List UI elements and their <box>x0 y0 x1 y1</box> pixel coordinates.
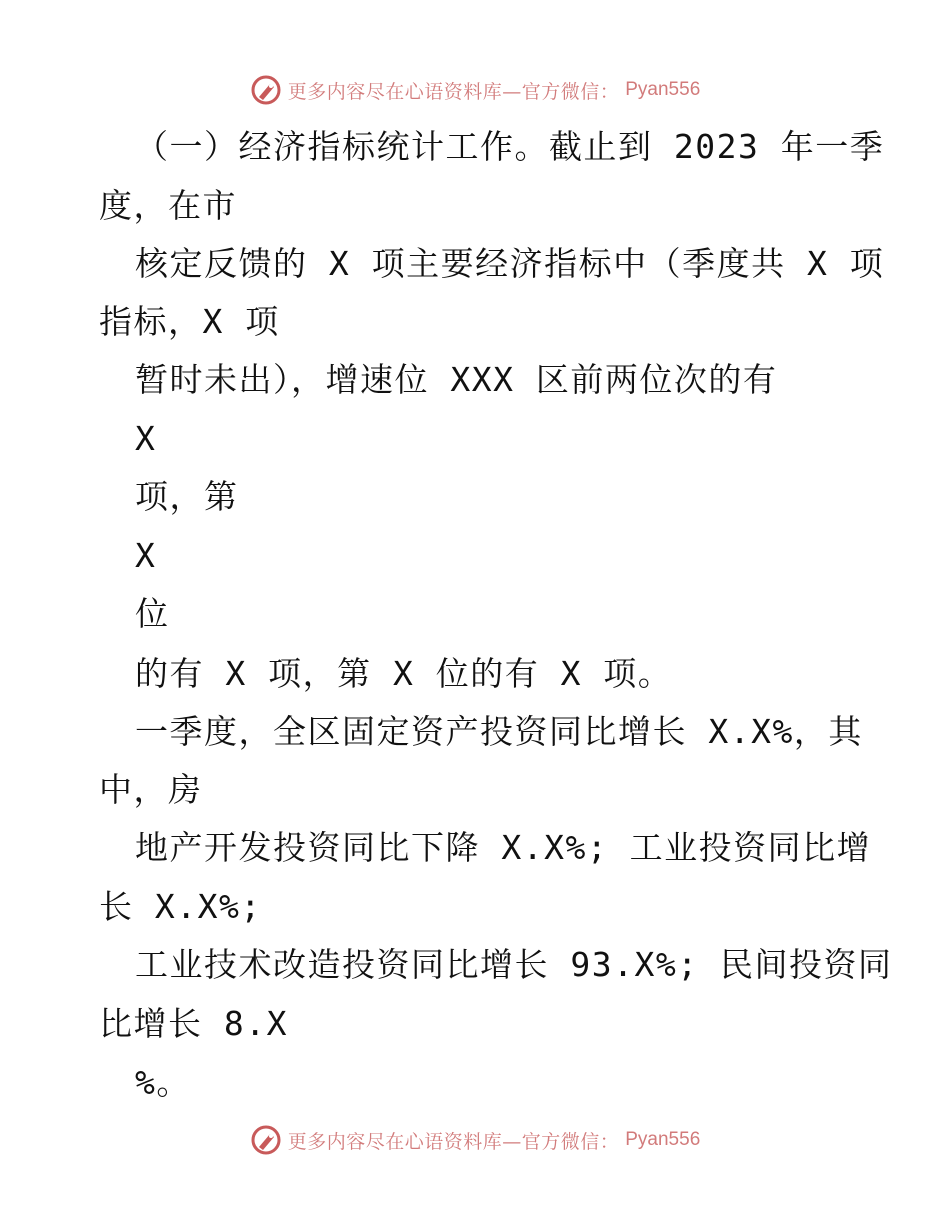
text-line: 地产开发投资同比下降 X.X%; 工业投资同比增 <box>135 828 872 867</box>
watermark-text: 更多内容尽在心语资料库—官方微信： <box>287 1130 620 1153</box>
text-line: （一）经济指标统计工作。截止到 2023 年一季 <box>135 127 885 166</box>
text-line: 暂时未出），增速位 XXX 区前两位次的有 <box>135 360 778 399</box>
text-line: 度，在市 <box>99 186 237 225</box>
text-line: %。 <box>135 1063 191 1102</box>
text-line: 一季度，全区固定资产投资同比增长 X.X%，其 <box>135 712 863 751</box>
text-line: 的有 X 项，第 X 位的有 X 项。 <box>135 654 673 693</box>
text-line: X <box>135 419 157 458</box>
text-line: X <box>135 536 157 575</box>
text-line: 中，房 <box>99 770 203 809</box>
text-line: 项，第 <box>135 477 239 516</box>
pen-logo-icon <box>250 1124 282 1156</box>
text-line: 比增长 8.X <box>99 1004 288 1043</box>
text-line: 位 <box>135 594 170 633</box>
text-line: 长 X.X%; <box>99 887 262 926</box>
watermark-account: Pyan556 <box>625 79 701 100</box>
footer-watermark <box>0 1122 950 1158</box>
watermark-account: Pyan556 <box>625 1129 701 1150</box>
text-line: 核定反馈的 X 项主要经济指标中（季度共 X 项 <box>135 244 885 283</box>
text-line: 工业技术改造投资同比增长 93.X%; 民间投资同 <box>135 945 893 984</box>
text-line: 指标，X 项 <box>99 302 280 341</box>
watermark-text: 更多内容尽在心语资料库—官方微信： <box>287 80 620 103</box>
